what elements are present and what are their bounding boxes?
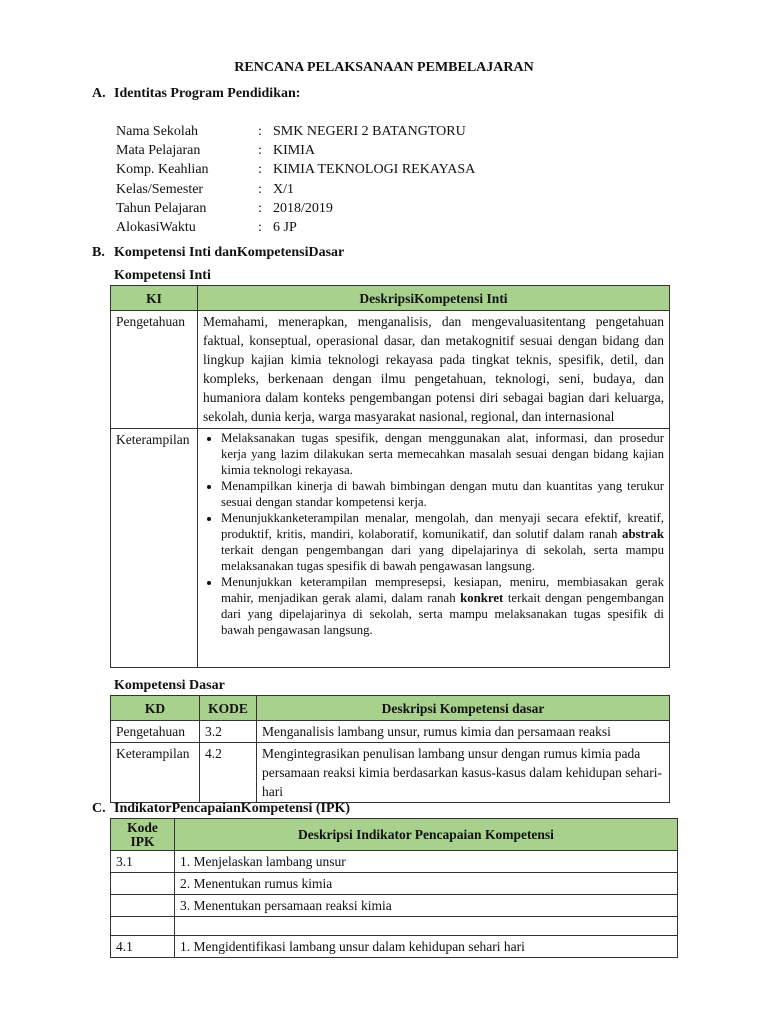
identity-label: Tahun Pelajaran xyxy=(116,200,207,216)
section-b-heading: B. Kompetensi Inti danKompetensiDasar xyxy=(92,245,345,260)
section-a-heading: A. Identitas Program Pendidikan: xyxy=(92,86,301,101)
table-row: Pengetahuan 3.2 Menganalisis lambang unsur, rumus kimia dan persamaan reaksi xyxy=(111,721,670,743)
identity-label: Nama Sekolah xyxy=(116,124,199,139)
table-row: Pengetahuan Memahami, menerapkan, menganalisis, dan mengevaluasitentang pengetahuan faktual, konseptual, operasional dasar, dan metakognitif sesuai dengan bidang dan lingkup kajian kimia teknologi rekayasa pada tingkat teknis, spesifik, detil, dan kompleks, berkenaan dengan ilmu pengetahuan, teknologi, seni, budaya, dan humaniora dalam konteks pengembangan potensi diri sebagai bagian dari keluarga, sekolah, dunia kerja, warga masyarakat nasional, regional, dan internasional xyxy=(111,311,670,429)
table-row xyxy=(111,917,678,936)
ki-caption: Kompetensi Inti xyxy=(114,268,211,283)
identity-label: Komp. Keahlian xyxy=(116,162,209,178)
table-row: 3.1 1. Menjelaskan lambang unsur xyxy=(111,851,678,873)
ipk-table: Kode IPK Deskripsi Indikator Pencapaian Kompetensi 3.1 1. Menjelaskan lambang unsur 2. Menentukan rumus kimia 3. Menentukan persamaan reaksi kimia 4.1 1. Mengidentifikasi lambang unsur dalam kehidupan sehari hari xyxy=(110,818,678,958)
table-row: 2. Menentukan rumus kimia xyxy=(111,873,678,895)
identity-label: AlokasiWaktu xyxy=(116,220,196,235)
kd-caption: Kompetensi Dasar xyxy=(114,678,225,693)
identity-value: X/1 xyxy=(273,181,294,197)
colon: : xyxy=(258,162,262,178)
colon: : xyxy=(258,220,262,235)
table-row: Keterampilan 4.2 Mengintegrasikan penulisan lambang unsur dengan rumus kimia pada persamaan reaksi kimia berdasarkan kasus-kasus dalam kehidupan sehari-hari xyxy=(111,743,670,803)
colon: : xyxy=(258,124,262,139)
colon: : xyxy=(258,143,262,159)
colon: : xyxy=(258,200,262,216)
document-title: RENCANA PELAKSANAAN PEMBELAJARAN xyxy=(234,60,534,75)
identity-value: SMK NEGERI 2 BATANGTORU xyxy=(273,124,466,139)
kd-table: KD KODE Deskripsi Kompetensi dasar Pengetahuan 3.2 Menganalisis lambang unsur, rumus kimia dan persamaan reaksi Keterampilan 4.2 Mengintegrasikan penulisan lambang unsur dengan rumus kimia pada persamaan reaksi kimia berdasarkan kasus-kasus dalam kehidupan sehari-hari xyxy=(110,695,670,803)
table-row: 3. Menentukan persamaan reaksi kimia xyxy=(111,895,678,917)
identity-label: Kelas/Semester xyxy=(116,181,204,197)
identity-value: 2018/2019 xyxy=(273,200,333,216)
table-row: 4.1 1. Mengidentifikasi lambang unsur dalam kehidupan sehari hari xyxy=(111,936,678,958)
table-row: Keterampilan • Melaksanakan tugas spesifik, dengan menggunakan alat, informasi, dan prosedur kerja yang lazim dilakukan serta memecahkan masalah sesuai dengan bidang kajian kimia teknologi rekayasa. • Menampilkan kinerja di bawah bimbingan dengan mutu dan kuantitas yang terukur sesuai dengan standar kompetensi kerja. • Menunjukkanketerampilan menalar, mengolah, dan menyaji secara efektif, kreatif, produktif, kritis, mandiri, kolaboratif, komunikatif, dan solutif dalam ranah abstrak terkait dengan pengembangan dari yang dipelajarinya di sekolah, serta mampu melaksanakan tugas spesifik di bawah pengawasan langsung. • Menunjukkan keterampilan mempresepsi, kesiapan, meniru, membiasakan gerak mahir, menjadikan gerak alami, dalam ranah konkret terkait dengan pengembangan dari yang dipelajarinya di sekolah, serta mampu melaksanakan tugas spesifik di bawah pengawasan langsung. xyxy=(111,429,670,668)
identity-value: KIMIA xyxy=(273,143,315,159)
ki-table: KI DeskripsiKompetensi Inti Pengetahuan Memahami, menerapkan, menganalisis, dan mengevaluasitentang pengetahuan faktual, konseptual, operasional dasar, dan metakognitif sesuai dengan bidang dan lingkup kajian kimia teknologi rekayasa pada tingkat teknis, spesifik, detil, dan kompleks, berkenaan dengan ilmu pengetahuan, teknologi, seni, budaya, dan humaniora dalam konteks pengembangan potensi diri sebagai bagian dari keluarga, sekolah, dunia kerja, warga masyarakat nasional, regional, dan internasional Keterampilan • Melaksanakan tugas spesifik, dengan menggunakan alat, informasi, dan prosedur kerja yang lazim dilakukan serta memecahkan masalah sesuai dengan bidang kajian kimia teknologi rekayasa. • Menampilkan kinerja di bawah bimbingan dengan mutu dan kuantitas yang terukur sesuai dengan standar kompetensi kerja. • Menunjukkanketerampilan menalar, mengolah, dan menyaji secara efektif, kreatif, produktif, kritis, mandiri, kolaboratif, komunikatif, dan solutif dalam ranah abstrak terkait dengan pengembangan dari yang dipelajarinya di sekolah, serta mampu melaksanakan tugas spesifik di bawah pengawasan langsung. • Menunjukkan keterampilan mempresepsi, kesiapan, meniru, membiasakan gerak mahir, menjadikan gerak alami, dalam ranah konkret terkait dengan pengembangan dari yang dipelajarinya di sekolah, serta mampu melaksanakan tugas spesifik di bawah pengawasan langsung. xyxy=(110,285,670,668)
section-c-heading: C. IndikatorPencapaianKompetensi (IPK) xyxy=(92,801,351,816)
identity-value: 6 JP xyxy=(273,220,297,235)
colon: : xyxy=(258,181,262,197)
identity-label: Mata Pelajaran xyxy=(116,143,201,159)
identity-value: KIMIA TEKNOLOGI REKAYASA xyxy=(273,162,476,178)
